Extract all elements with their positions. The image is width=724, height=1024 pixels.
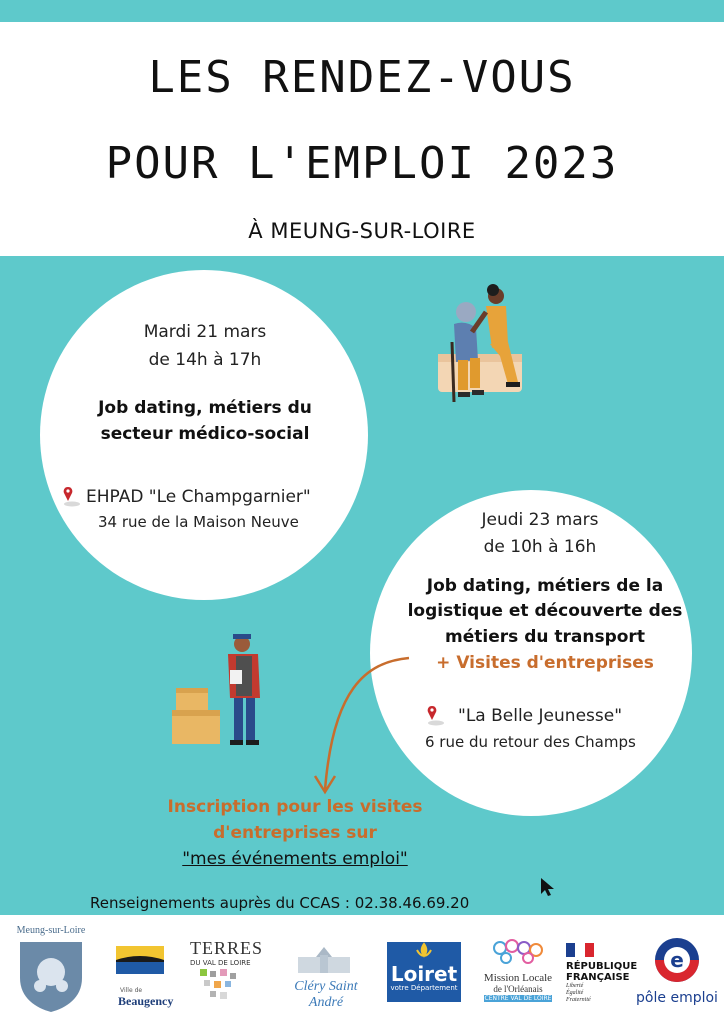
map-pin-icon [61,485,83,507]
people-circles-icon [478,938,558,968]
event2-title-1: Job dating, métiers de la [426,576,664,596]
terres-mosaic-icon [190,967,260,1003]
map-pin-icon [425,704,447,726]
cursor-icon [539,876,559,898]
event2-address: 6 rue du retour des Champs [425,733,636,751]
pole-emploi-emblem-icon [634,936,720,986]
republique-francaise-logo: RÉPUBLIQUE FRANÇAISE Liberté Égalité Fraternité [566,942,634,1008]
caregiver-illustration [432,282,527,407]
meung-shield-icon [12,936,90,1014]
registration-line-2: d'entreprises sur [213,823,377,843]
curved-arrow-icon [305,650,415,800]
footer-info: Renseignements auprès du CCAS : 02.38.46.69.20 [90,894,470,912]
event1-date: Mardi 21 mars [143,322,267,342]
beaugency-logo: Ville de Beaugency [104,938,184,1008]
svg-text:e: e [670,948,684,972]
mes-evenements-link[interactable]: "mes événements emploi" [182,849,408,869]
clery-saint-andre-logo: Cléry Saint André [276,945,376,1005]
mission-locale-logo: Mission Locale de l'Orléanais CENTRE VAL DE LOIRE [478,938,558,1010]
event2-title-2: logistique et découverte des [407,601,683,621]
title-line-1: LES RENDEZ-VOUS [148,52,576,103]
event2-extra: + Visites d'entreprises [436,653,654,673]
event1-title-1: Job dating, métiers du [98,398,312,418]
loiret-logo: Loiret votre Département [387,942,461,1002]
meung-logo: Meung-sur-Loire [12,925,90,1017]
beaugency-emblem-icon [104,938,184,983]
event2-title-3: métiers du transport [445,627,645,647]
delivery-worker-illustration [170,630,270,750]
title-line-2: POUR L'EMPLOI 2023 [105,138,619,189]
terres-val-de-loire-logo: TERRES DU VAL DE LOIRE [190,938,270,1010]
french-flag-icon [566,943,594,957]
church-icon [276,945,376,975]
fleur-de-lis-icon [387,942,461,960]
event1-address: 34 rue de la Maison Neuve [98,513,299,531]
event1-hours: de 14h à 17h [148,350,262,370]
registration-line-1: Inscription pour les visites [167,797,423,817]
pole-emploi-logo: e pôle emploi [634,936,720,1012]
subtitle: À MEUNG-SUR-LOIRE [248,219,476,243]
top-strip [0,0,724,22]
event2-hours: de 10h à 16h [483,537,597,557]
event1-title-2: secteur médico-social [100,424,310,444]
event2-place: "La Belle Jeunesse" [458,706,623,726]
event2-date: Jeudi 23 mars [481,510,599,530]
event1-place: EHPAD "Le Champgarnier" [86,487,311,507]
